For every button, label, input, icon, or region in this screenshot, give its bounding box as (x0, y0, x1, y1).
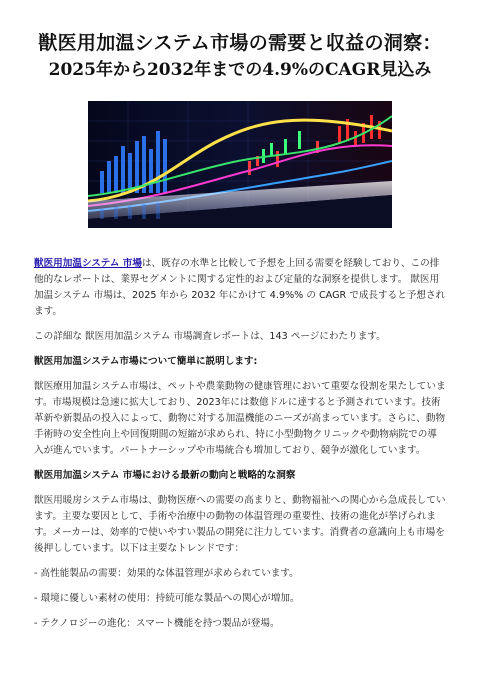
page-title (20, 30, 460, 84)
financial-chart-image (88, 101, 392, 228)
list-item: - 環境に優しい素材の使用：持続可能な製品への関心が増加。 (34, 593, 300, 604)
intro-paragraph (34, 256, 446, 320)
list-item: - テクノロジーの進化：スマート機能を持つ製品が登場。 (34, 618, 280, 629)
list-item: - 高性能製品の需要：効果的な体温管理が求められています。 (34, 568, 299, 579)
market-link[interactable]: 獣医用加温システム 市場 (34, 258, 142, 269)
title-line-2: 2025年から2032年までの4.9%のCAGR見込み (48, 60, 432, 80)
section2-heading: 獣医用加温システム 市場における最新の動向と戦略的な洞察 (34, 470, 296, 481)
section1-text: 獣医療用加温システム市場は、ペットや農業動物の健康管理において重要な役割を果たしています。市場規模は急速に拡大しており、2023年には数億ドルに達すると予測されています。技術革新や新製品の投入によって、動物に対する加温機能のニーズが高まっています。さらに、動物手術時の安全性向上や回復期間の短縮が求められ、特に小型動物クリニックや動物病院での導入が進んでいます。パートナーシップや市場統合も増加しており、競争が激化しています。 (34, 381, 446, 456)
section2-text: 獣医用暖房システム市場は、動物医療への需要の高まりと、動物福祉への関心から急成長しています。主要な要因として、手術や治療中の動物の体温管理の重要性、技術の進化が挙げられます。メーカーは、効率的で使いやすい製品の開発に注力しています。消費者の意識向上も市場を後押ししています。以下は主要なトレンドです： (34, 495, 446, 554)
intro-text: は、既存の水準と比較して予想を上回る需要を経験しており、この排他的なレポートは、業界セグメントに関する定性的および定量的な洞察を提供します。 獣医用加温システム 市場は、2025 年から 2032 年にかけて 4.9%% の CAGR で成長すると予想されます。 (34, 258, 446, 317)
section1-heading: 獣医用加温システム市場について簡単に説明します: (34, 356, 258, 367)
chart-illustration-svg (88, 101, 392, 228)
pages-note: この詳細な 獣医用加温システム 市場調査レポートは、143 ページにわたります。 (34, 331, 386, 342)
title-line-1: 獣医用加温システム市場の需要と収益の洞察： (38, 32, 442, 54)
article-body (34, 256, 446, 641)
